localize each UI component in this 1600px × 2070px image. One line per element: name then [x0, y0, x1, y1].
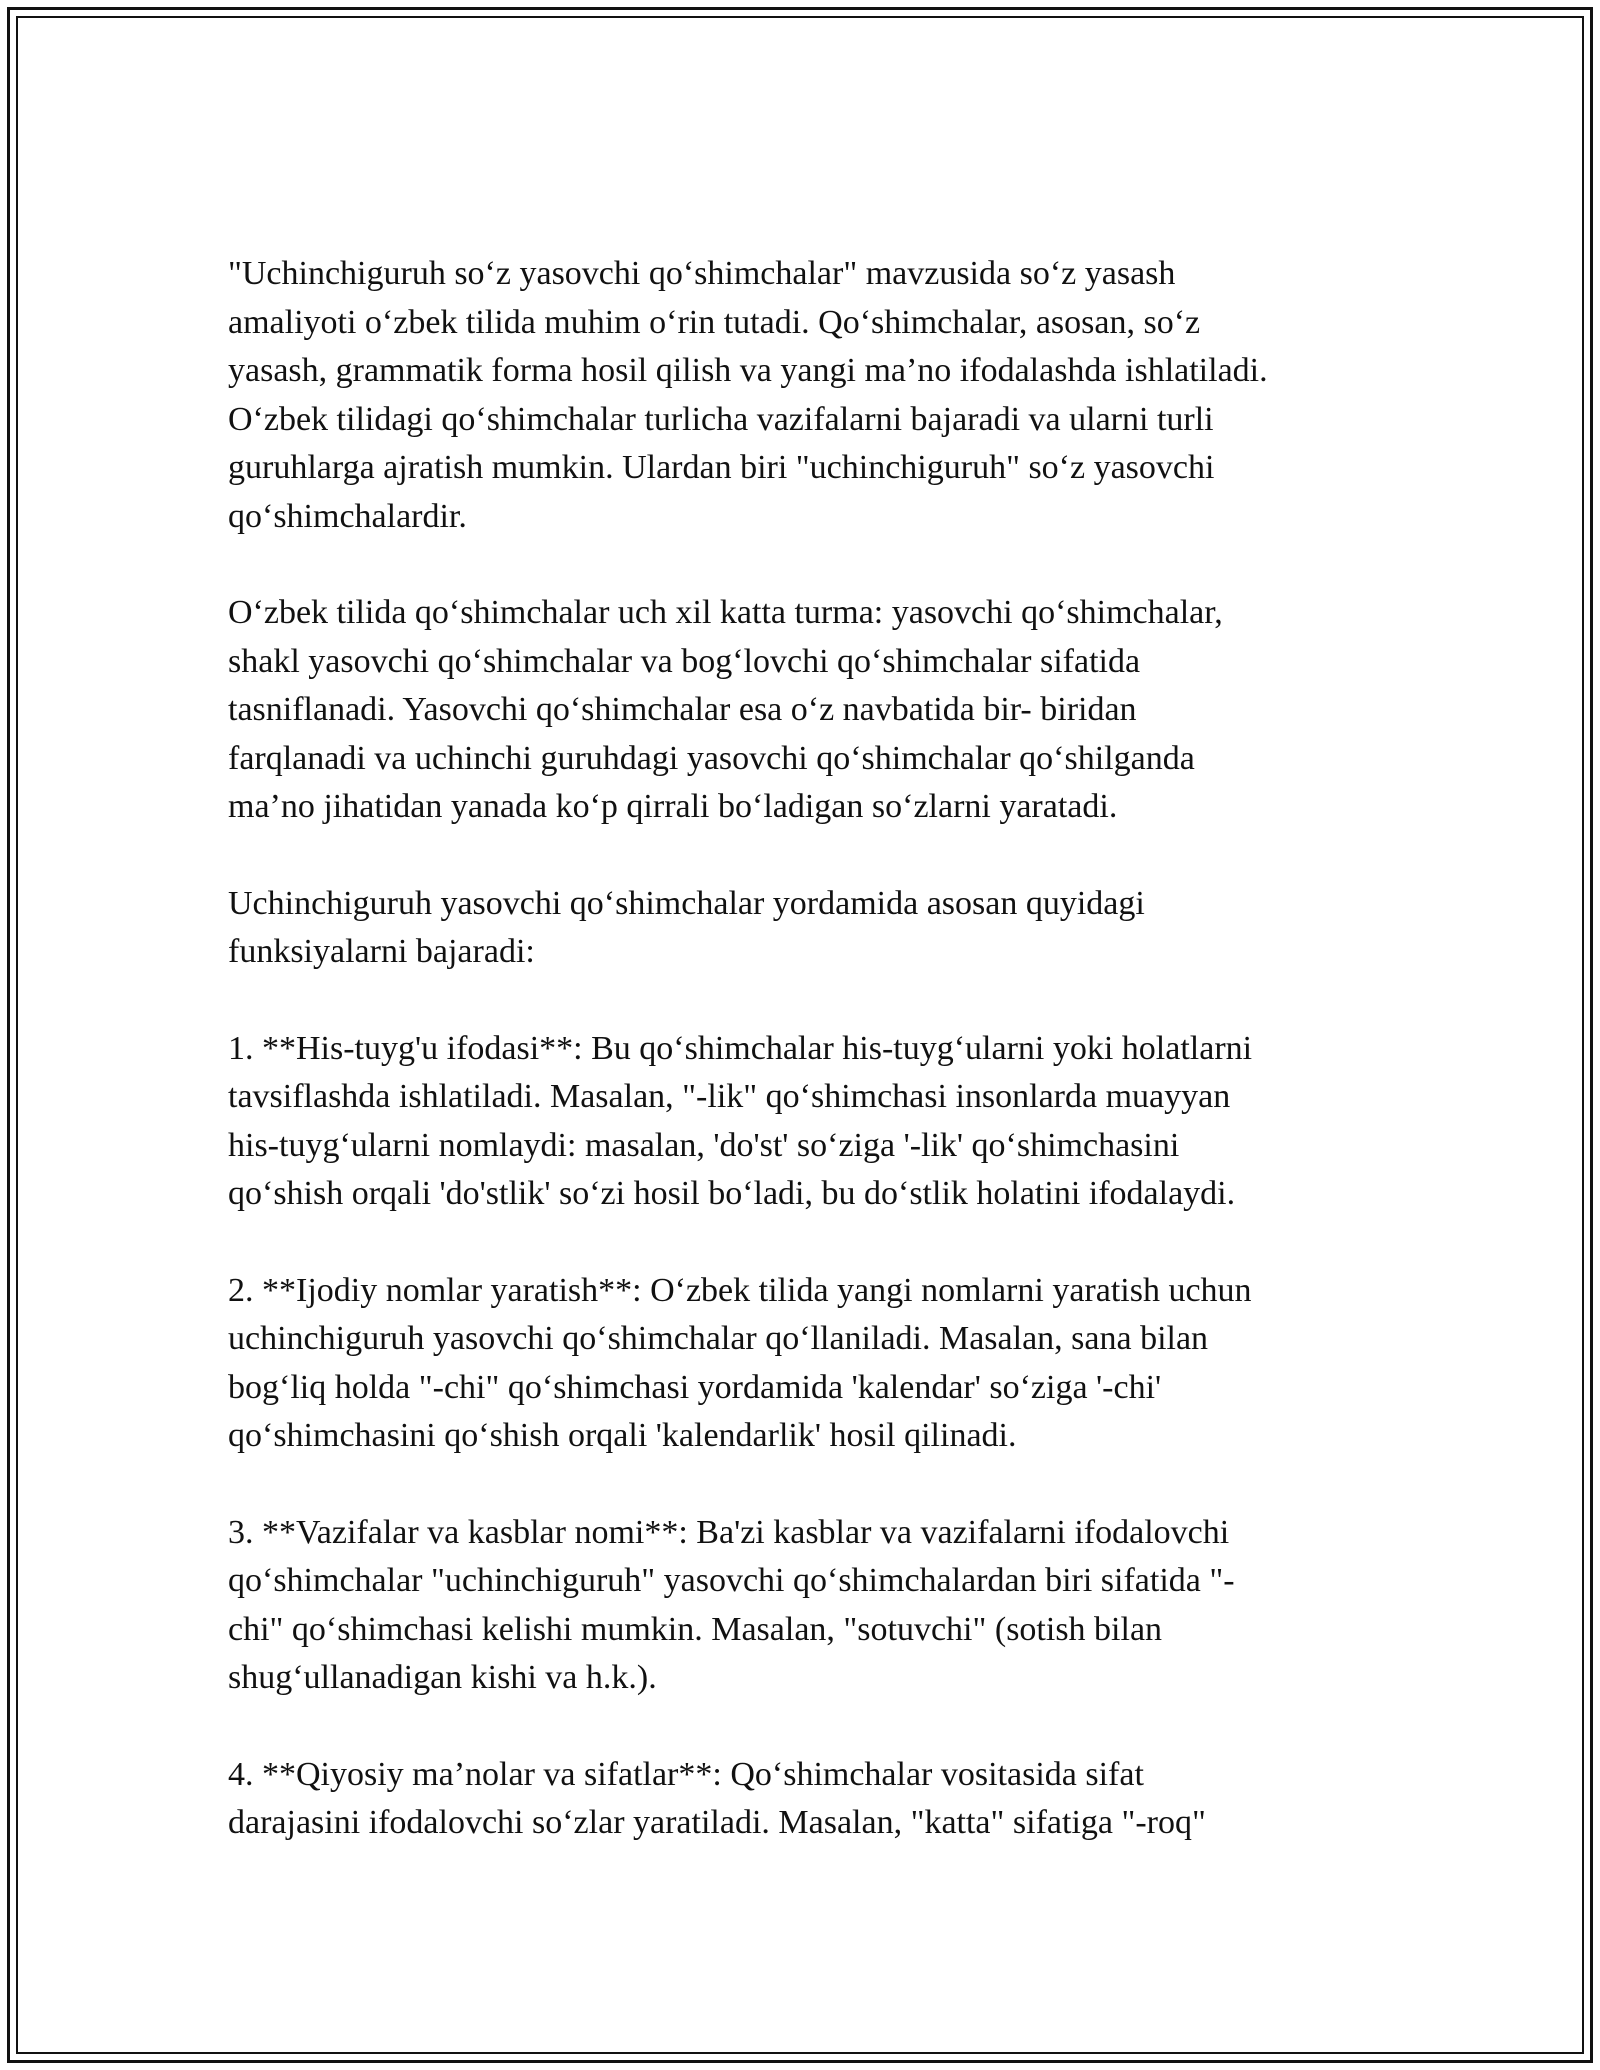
text-line: O‘zbek tilidagi qo‘shimchalar turlicha vazifalarni bajaradi va ularni turli: [228, 400, 1214, 438]
text-line: uchinchiguruh yasovchi qo‘shimchalar qo‘llaniladi. Masalan, sana bilan: [228, 1320, 1209, 1357]
list-item-1: [228, 1025, 1368, 1219]
paragraph-classification: [228, 589, 1368, 832]
document-body: [228, 250, 1368, 1896]
text-line: qo‘shish orqali 'do'stlik' so‘zi hosil bo‘ladi, bu do‘stlik holatini ifodalaydi.: [228, 1175, 1236, 1212]
text-line: qo‘shimchalar "uchinchiguruh" yasovchi qo‘shimchalardan biri sifatida "-: [228, 1562, 1235, 1599]
paragraph-intro: [228, 250, 1368, 541]
list-item-4: [228, 1751, 1368, 1848]
text-line: amaliyoti o‘zbek tilida muhim o‘rin tutadi. Qo‘shimchalar, asosan, so‘z: [228, 303, 1201, 341]
text-line: "Uchinchiguruh so‘z yasovchi qo‘shimchalar" mavzusida so‘z yasash: [228, 255, 1176, 292]
text-line: 3. **Vazifalar va kasblar nomi**: Ba'zi kasblar va vazifalarni ifodalovchi: [228, 1513, 1230, 1551]
text-line: ma’no jihatidan yanada ko‘p qirrali bo‘ladigan so‘zlarni yaratadi.: [228, 788, 1118, 825]
text-line: guruhlarga ajratish mumkin. Ulardan biri "uchinchiguruh" so‘z yasovchi: [228, 449, 1215, 486]
text-line: O‘zbek tilida qo‘shimchalar uch xil katta turma: yasovchi qo‘shimchalar,: [228, 594, 1223, 631]
list-item-3: [228, 1509, 1368, 1703]
list-item-2: [228, 1267, 1368, 1461]
text-line: shakl yasovchi qo‘shimchalar va bog‘lovchi qo‘shimchalar sifatida: [228, 642, 1141, 680]
text-line: qo‘shimchasini qo‘shish orqali 'kalendarlik' hosil qilinadi.: [228, 1417, 1017, 1454]
text-line: 2. **Ijodiy nomlar yaratish**: O‘zbek tilida yangi nomlarni yaratish uchun: [228, 1271, 1252, 1309]
text-line: chi" qo‘shimchasi kelishi mumkin. Masalan, "sotuvchi" (sotish bilan: [228, 1610, 1163, 1648]
text-line: tavsiflashda ishlatiladi. Masalan, "-lik" qo‘shimchasi insonlarda muayyan: [228, 1078, 1231, 1115]
text-line: 4. **Qiyosiy ma’nolar va sifatlar**: Qo‘shimchalar vositasida sifat: [228, 1755, 1144, 1793]
text-line: yasash, grammatik forma hosil qilish va yangi ma’no ifodalashda ishlatiladi.: [228, 352, 1268, 389]
text-line: shug‘ullanadigan kishi va h.k.).: [228, 1659, 657, 1696]
text-line: darajasini ifodalovchi so‘zlar yaratiladi. Masalan, "katta" sifatiga "-roq": [228, 1804, 1206, 1841]
text-line: his-tuyg‘ularni nomlaydi: masalan, 'do'st' so‘ziga '-lik' qo‘shimchasini: [228, 1126, 1180, 1164]
text-line: Uchinchiguruh yasovchi qo‘shimchalar yordamida asosan quyidagi: [228, 884, 1145, 922]
text-line: funksiyalarni bajaradi:: [228, 933, 535, 970]
text-line: tasniflanadi. Yasovchi qo‘shimchalar esa o‘z navbatida bir- biridan: [228, 691, 1137, 728]
text-line: bog‘liq holda "-chi" qo‘shimchasi yordamida 'kalendar' so‘ziga '-chi': [228, 1368, 1162, 1406]
paragraph-functions-intro: [228, 880, 1368, 977]
text-line: farqlanadi va uchinchi guruhdagi yasovchi qo‘shimchalar qo‘shilganda: [228, 739, 1195, 777]
text-line: 1. **His-tuyg'u ifodasi**: Bu qo‘shimchalar his-tuyg‘ularni yoki holatlarni: [228, 1029, 1253, 1067]
text-line: qo‘shimchalardir.: [228, 497, 467, 535]
